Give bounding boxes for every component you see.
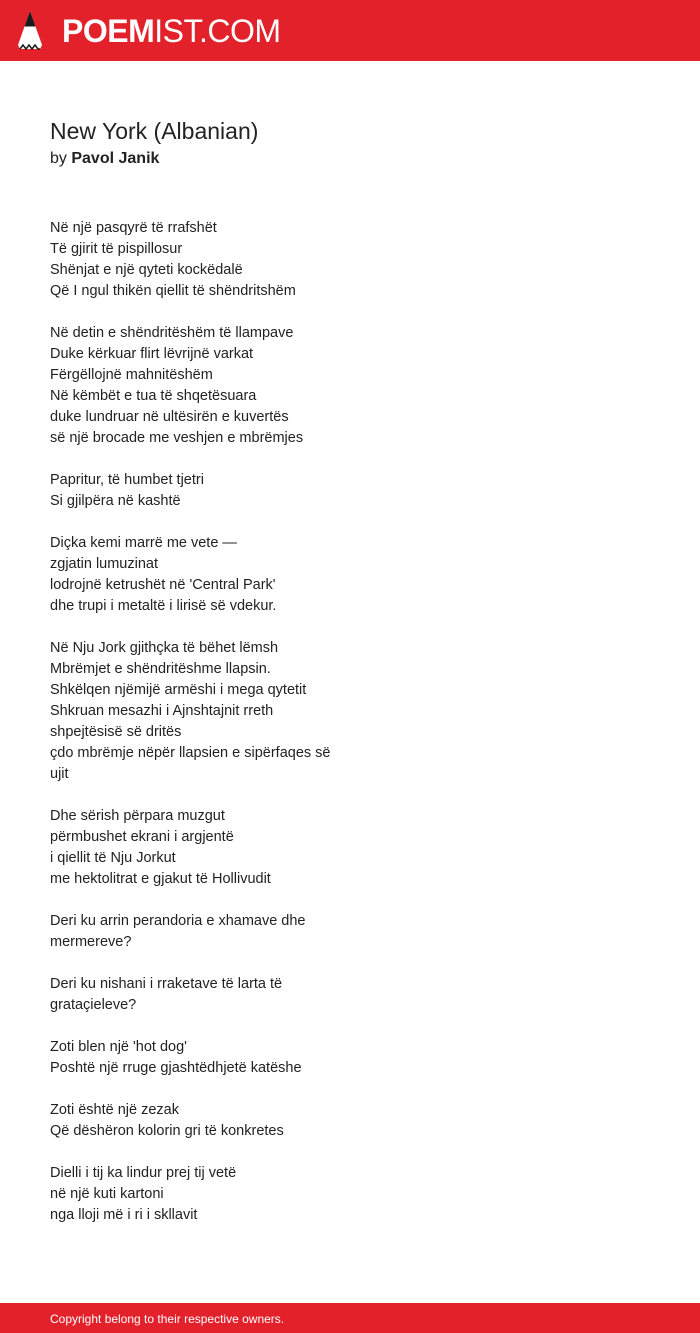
poem-line: Papritur, të humbet tjetri bbox=[50, 472, 204, 488]
poem-line: çdo mbrëmje nëpër llapsien e sipërfaqes së bbox=[50, 745, 331, 761]
poem-line: lodrojnë ketrushët në 'Central Park' bbox=[50, 577, 276, 593]
poem-line: përmbushet ekrani i argjentë bbox=[50, 829, 234, 845]
stanza bbox=[50, 470, 380, 512]
poem-line: ujit bbox=[50, 766, 69, 782]
poem-line: shpejtësisë së dritës bbox=[50, 724, 182, 740]
poem-line: Të gjirit të pispillosur bbox=[50, 241, 183, 257]
copyright-text: Copyright belong to their respective owners. bbox=[50, 1312, 285, 1326]
stanza bbox=[50, 911, 380, 953]
site-logo[interactable] bbox=[62, 13, 281, 49]
poem-line: Dielli i tij ka lindur prej tij vetë bbox=[50, 1165, 237, 1181]
poem-line: Zoti blen një 'hot dog' bbox=[50, 1039, 187, 1055]
poem-line: Në këmbët e tua të shqetësuara bbox=[50, 388, 257, 404]
site-footer bbox=[0, 1303, 700, 1333]
poem-line: Diçka kemi marrë me vete — bbox=[50, 535, 237, 551]
stanza bbox=[50, 638, 380, 785]
poem-line: Në një pasqyrë të rrafshët bbox=[50, 220, 217, 236]
poem-line: Poshtë një rruge gjashtëdhjetë katëshe bbox=[50, 1060, 302, 1076]
poem-line: Fërgëllojnë mahnitëshëm bbox=[50, 367, 213, 383]
poem-title: New York (Albanian) bbox=[50, 118, 259, 144]
poem-line: Zoti është një zezak bbox=[50, 1102, 179, 1118]
stanza bbox=[50, 1037, 380, 1079]
poem-line: Shkruan mesazhi i Ajnshtajnit rreth bbox=[50, 703, 274, 719]
poem-line: mermereve? bbox=[50, 934, 132, 950]
by-label: by bbox=[50, 150, 67, 167]
poem-line: Që dëshëron kolorin gri të konkretes bbox=[50, 1123, 284, 1139]
poem-line: Duke kërkuar flirt lëvrijnë varkat bbox=[50, 346, 254, 362]
stanza bbox=[50, 1163, 380, 1226]
poem-line: Në detin e shëndritëshëm të llampave bbox=[50, 325, 294, 341]
poem-line: grataçieleve? bbox=[50, 997, 137, 1013]
poem-line: nga lloji më i ri i skllavit bbox=[50, 1207, 198, 1223]
pencil-tip-icon[interactable] bbox=[17, 9, 43, 51]
stanza bbox=[50, 218, 380, 302]
poem-line: i qiellit të Nju Jorkut bbox=[50, 850, 176, 866]
poem-line: Që I ngul thikën qiellit të shëndritshëm bbox=[50, 283, 296, 299]
byline bbox=[50, 148, 159, 170]
poem-line: me hektolitrat e gjakut të Hollivudit bbox=[50, 871, 271, 887]
stanza bbox=[50, 1100, 380, 1142]
stanza bbox=[50, 533, 380, 617]
stanza bbox=[50, 806, 380, 890]
poem-line: zgjatin lumuzinat bbox=[50, 556, 158, 572]
poem-body bbox=[50, 218, 380, 1247]
poem-line: Mbrëmjet e shëndritëshme llapsin. bbox=[50, 661, 271, 677]
poem-line: duke lundruar në ultësirën e kuvertës bbox=[50, 409, 289, 425]
poem-line: Në Nju Jork gjithçka të bëhet lëmsh bbox=[50, 640, 279, 656]
poem-line: Dhe sërish përpara muzgut bbox=[50, 808, 225, 824]
logo-light-text: IST.COM bbox=[154, 13, 281, 49]
site-header bbox=[0, 0, 700, 61]
stanza bbox=[50, 974, 380, 1016]
poem-line: Si gjilpëra në kashtë bbox=[50, 493, 181, 509]
poem-line: së një brocade me veshjen e mbrëmjes bbox=[50, 430, 304, 446]
poem-line: dhe trupi i metaltë i lirisë së vdekur. bbox=[50, 598, 277, 614]
poem-line: Shënjat e një qyteti kockëdalë bbox=[50, 262, 243, 278]
poem-line: Deri ku arrin perandoria e xhamave dhe bbox=[50, 913, 306, 929]
poem-line: Shkëlqen njëmijë armëshi i mega qytetit bbox=[50, 682, 307, 698]
logo-strong-text: POEM bbox=[62, 13, 155, 49]
author-name: Pavol Janik bbox=[71, 150, 160, 167]
stanza bbox=[50, 323, 380, 449]
poem-line: Deri ku nishani i rraketave të larta të bbox=[50, 976, 283, 992]
poem-line: në një kuti kartoni bbox=[50, 1186, 164, 1202]
